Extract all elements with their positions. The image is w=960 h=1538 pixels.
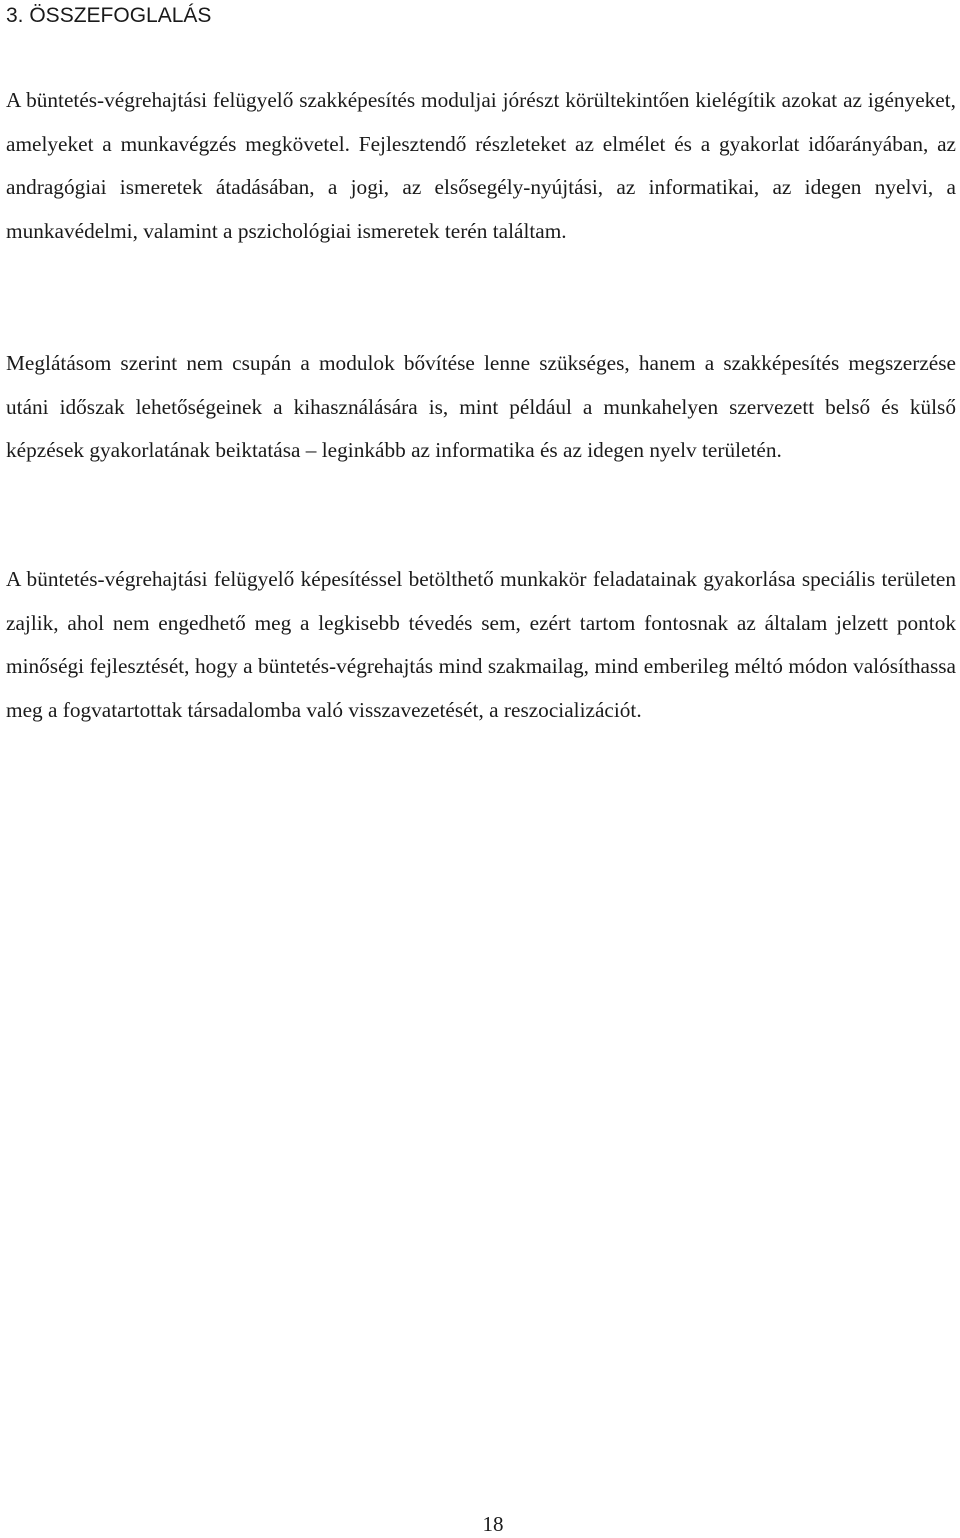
page-number: 18 bbox=[482, 1512, 504, 1536]
paragraph-opinion: Meglátásom szerint nem csupán a modulok bővítése lenne szükséges, hanem a szakképesítés megszerzése utáni időszak lehetőségeinek a kihasználására is, mint például a munkahelyen szervezett belső és külső képzések gyakorlatának beiktatása – leginkább az informatika és az idegen nyelv területén. bbox=[6, 351, 956, 463]
section-heading: 3. ÖSSZEFOGLALÁS bbox=[6, 4, 212, 27]
paragraph-summary: A büntetés-végrehajtási felügyelő szakképesítés moduljai jórészt körültekintően kielégítik azokat az igényeket, amelyeket a munkavégzés megkövetel. Fejlesztendő részleteket az elmélet és a gyakorlat időarányában, az andragógiai ismeretek átadásában, a jogi, az elsősegély-nyújtási, az informatikai, az idegen nyelvi, a munkavédelmi, valamint a pszichológiai ismeretek terén találtam. bbox=[6, 88, 956, 243]
paragraph-conclusion: A büntetés-végrehajtási felügyelő képesítéssel betölthető munkakör feladatainak gyakorlása speciális területen zajlik, ahol nem engedhető meg a legkisebb tévedés sem, ezért tartom fontosnak az általam jelzett pontok minőségi fejlesztését, hogy a büntetés-végrehajtás mind szakmailag, mind emberileg méltó módon valósíthassa meg a fogvatartottak társadalomba való visszavezetését, a reszocializációt. bbox=[6, 567, 956, 722]
